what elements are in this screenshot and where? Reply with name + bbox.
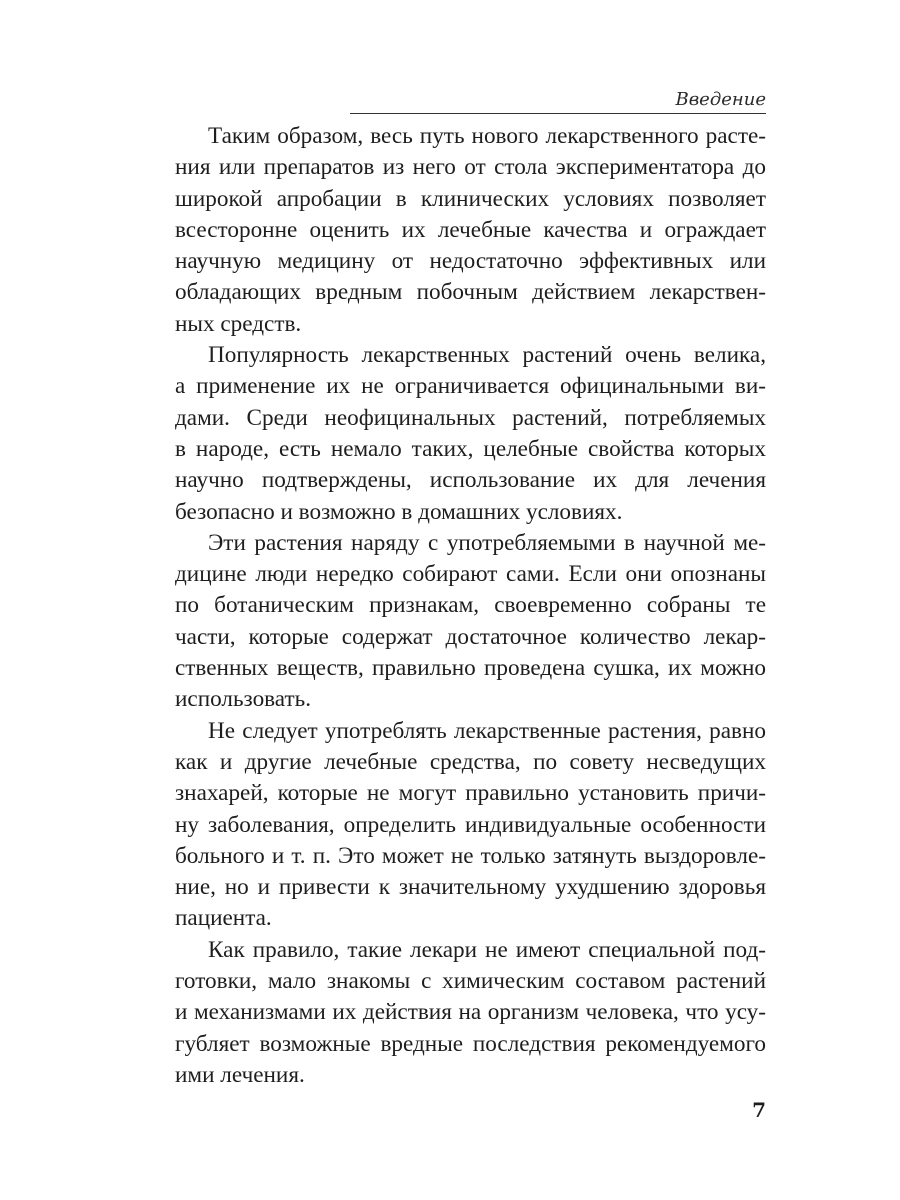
- text-line: больного и т. п. Это может не только затянуть выздоровле-: [175, 842, 766, 869]
- header-rule: [350, 113, 766, 114]
- text-line: использовать.: [175, 686, 311, 713]
- text-line: Не следует употреблять лекарственные растения, равно: [208, 717, 766, 744]
- text-line: как и другие лечебные средства, по совету несведущих: [175, 748, 766, 775]
- paragraph: [175, 528, 766, 716]
- text-line: ния или препаратов из него от стола экспериментатора до: [175, 154, 766, 181]
- text-line: Таким образом, весь путь нового лекарственного расте-: [208, 123, 766, 149]
- paragraph: [175, 935, 766, 1091]
- text-line: части, которые содержат достаточное количество лекар-: [175, 623, 766, 650]
- text-line: пациента.: [175, 905, 272, 932]
- text-line: ну заболевания, определить индивидуальные особенности: [175, 811, 766, 838]
- text-line: Популярность лекарственных растений очень велика,: [208, 342, 766, 369]
- paragraph: [175, 121, 766, 340]
- text-line: а применение их не ограничивается официнальными ви-: [175, 373, 766, 400]
- text-line: всесторонне оценить их лечебные качества и ограждает: [175, 216, 766, 243]
- text-line: научно подтверждены, использование их для лечения: [175, 467, 766, 494]
- text-line: губляет возможные вредные последствия рекомендуемого: [175, 1030, 766, 1057]
- body-text: [175, 121, 766, 1091]
- text-line: ственных веществ, правильно проведена сушка, их можно: [175, 655, 766, 682]
- text-line: готовки, мало знакомы с химическим составом растений: [175, 968, 766, 995]
- text-line: в народе, есть немало таких, целебные свойства которых: [175, 435, 766, 462]
- text-line: Как правило, такие лекари не имеют специальной под-: [208, 936, 766, 963]
- text-line: обладающих вредным побочным действием лекарствен-: [175, 279, 766, 306]
- running-head: Введение: [675, 89, 766, 110]
- text-line: Эти растения наряду с употребляемыми в научной ме-: [208, 529, 766, 556]
- paragraph: [175, 716, 766, 935]
- text-line: дицине люди нередко собирают сами. Если они опознаны: [175, 561, 766, 588]
- text-line: знахарей, которые не могут правильно установить причи-: [175, 780, 766, 807]
- text-line: научную медицину от недостаточно эффективных или: [175, 248, 766, 275]
- text-line: безопасно и возможно в домашних условиях.: [175, 498, 623, 525]
- text-line: и механизмами их действия на организм человека, что усу-: [175, 999, 766, 1026]
- page-number: 7: [752, 1098, 766, 1122]
- text-line: ние, но и привести к значительному ухудшению здоровья: [175, 874, 766, 901]
- paragraph: [175, 340, 766, 528]
- paragraph-list: [175, 121, 766, 1091]
- text-line: по ботаническим признакам, своевременно собраны те: [175, 592, 766, 619]
- text-line: широкой апробации в клинических условиях позволяет: [175, 185, 766, 212]
- text-line: ими лечения.: [175, 1061, 305, 1088]
- text-line: дами. Среди неофицинальных растений, потребляемых: [175, 404, 766, 431]
- text-line: ных средств.: [175, 310, 302, 337]
